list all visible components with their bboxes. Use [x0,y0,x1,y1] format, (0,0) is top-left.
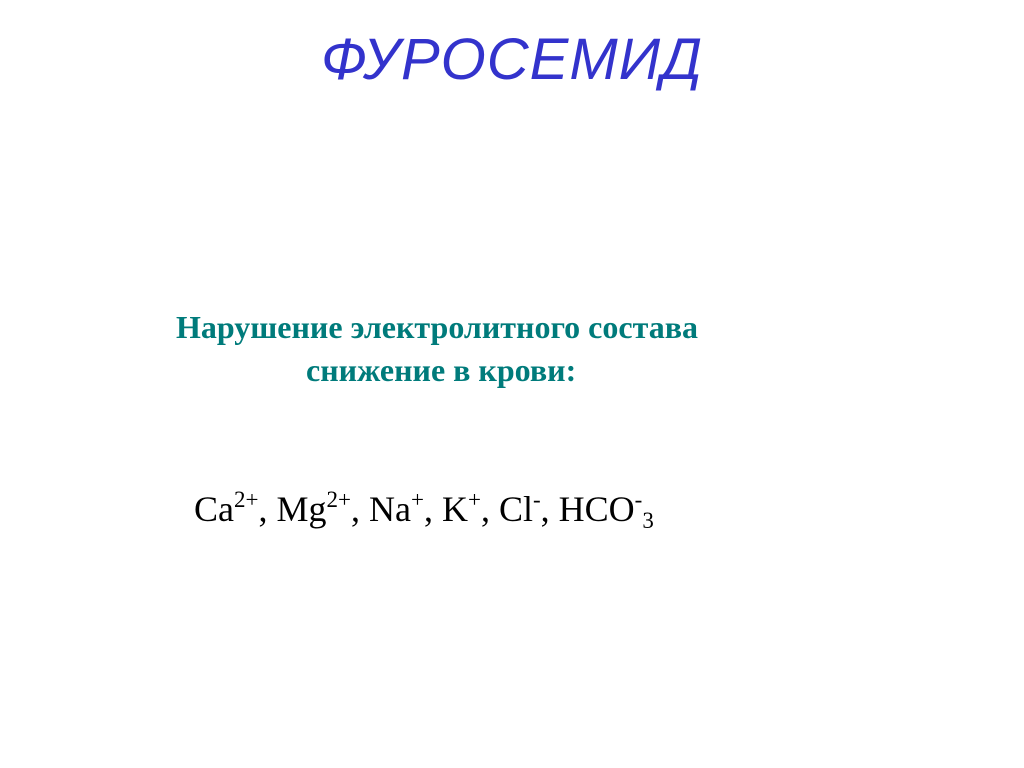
slide-title: ФУРОСЕМИД [320,27,704,92]
ion-separator: , [540,489,559,529]
ion-magnesium [276,485,351,533]
ion-potassium [442,485,481,533]
ion-potassium-charge: + [467,487,481,512]
subtitle-line-1: Нарушение электролитного состава [176,309,698,345]
ion-magnesium-charge: 2+ [326,487,351,512]
ion-sodium-base: Na [368,489,411,529]
ion-chloride [499,485,541,533]
ion-bicarbonate-subscript: 3 [642,508,654,533]
ion-bicarbonate [559,485,654,533]
subtitle-line-2: снижение в крови: [306,352,577,388]
ion-separator: , [423,489,442,529]
ion-chloride-charge: - [532,487,541,512]
ion-separator: , [350,489,369,529]
ion-calcium-base: Ca [194,489,234,529]
ion-bicarbonate-charge: - [634,487,643,512]
ion-separator: , [258,489,277,529]
ion-sodium-charge: + [410,487,424,512]
ion-calcium-charge: 2+ [234,487,259,512]
ion-list [194,485,654,533]
ion-magnesium-base: Mg [276,489,327,529]
ion-chloride-base: Cl [498,489,533,529]
ion-potassium-base: K [441,489,468,529]
ion-separator: , [480,489,499,529]
ion-calcium [194,485,258,533]
ion-bicarbonate-base: HCO [558,489,635,529]
ion-sodium [369,485,424,533]
